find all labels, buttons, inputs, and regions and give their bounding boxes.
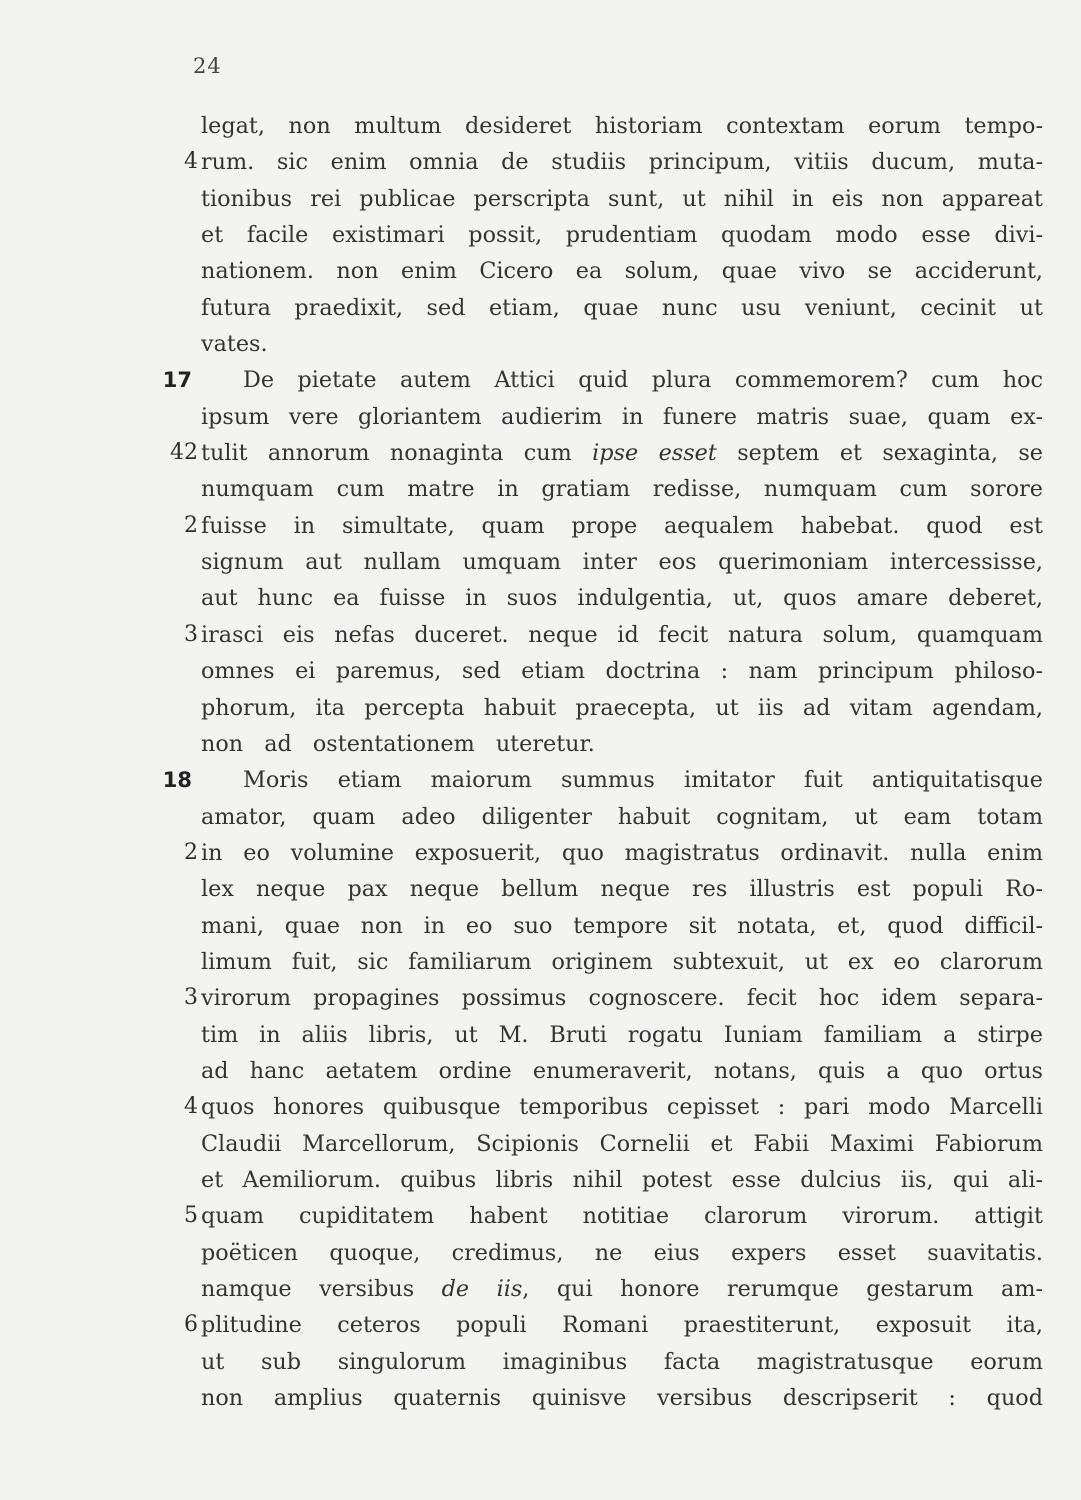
section-number: 4 — [184, 149, 198, 175]
line-text: tionibus rei publicae perscripta sunt, ut nihil in eis non appareat — [201, 185, 1043, 212]
line-text: ipsum vere gloriantem audierim in funere matris suae, quam ex- — [201, 403, 1043, 430]
line-text: tim in aliis libris, ut M. Bruti rogatu Iuniam familiam a stirpe — [201, 1021, 1043, 1048]
line-text: futura praedixit, sed etiam, quae nunc usu veniunt, cecinit ut — [201, 294, 1043, 321]
text-line — [0, 908, 1081, 944]
line-text: ut sub singulorum imaginibus facta magistratusque eorum — [201, 1348, 1043, 1375]
line-text: virorum propagines possimus cognoscere. fecit hoc idem separa- — [201, 985, 1043, 1012]
text-line — [0, 544, 1081, 580]
text-line — [0, 980, 1081, 1016]
text-line — [0, 835, 1081, 871]
line-text: omnes ei paremus, sed etiam doctrina : nam principum philoso- — [201, 658, 1043, 685]
text-line — [0, 580, 1081, 616]
text-line — [0, 762, 1081, 798]
text-line — [0, 1271, 1081, 1307]
text-line — [0, 1344, 1081, 1380]
text-line — [0, 399, 1081, 435]
text-line — [0, 1017, 1081, 1053]
line-text: amator, quam adeo diligenter habuit cognitam, ut eam totam — [201, 803, 1043, 830]
line-text-part: namque versibus — [201, 1276, 442, 1302]
italic-text: ipse esset — [592, 440, 717, 467]
text-line — [0, 290, 1081, 326]
line-text: et Aemiliorum. quibus libris nihil potest esse dulcius iis, qui ali- — [201, 1166, 1043, 1193]
text-line — [0, 144, 1081, 180]
latin-text-block — [0, 108, 1081, 1416]
text-line — [0, 1126, 1081, 1162]
line-text: numquam cum matre in gratiam redisse, numquam cum sorore — [201, 476, 1043, 503]
section-number: 42 — [170, 440, 198, 466]
section-number: 2 — [184, 839, 198, 865]
line-text: legat, non multum desideret historiam contextam eorum tempo- — [201, 113, 1043, 139]
line-text: Claudii Marcellorum, Scipionis Cornelii et Fabii Maximi Fabiorum — [201, 1130, 1043, 1157]
chapter-number: 18 — [162, 768, 192, 793]
line-text: nationem. non enim Cicero ea solum, quae vivo se acciderunt, — [201, 258, 1043, 285]
text-line — [0, 253, 1081, 289]
section-number: 4 — [184, 1094, 198, 1120]
line-text: quos honores quibusque temporibus cepisset : pari modo Marcelli — [201, 1094, 1043, 1121]
line-text: in eo volumine exposuerit, quo magistratus ordinavit. nulla enim — [201, 839, 1043, 866]
text-line — [0, 471, 1081, 507]
text-line — [0, 1089, 1081, 1125]
section-number: 3 — [184, 985, 198, 1011]
line-text: limum fuit, sic familiarum originem subtexuit, ut ex eo clarorum — [201, 948, 1043, 975]
text-line — [0, 617, 1081, 653]
text-line — [0, 217, 1081, 253]
line-text: mani, quae non in eo suo tempore sit notata, et, quod difficil- — [201, 912, 1043, 939]
line-text: plitudine ceteros populi Romani praestiterunt, exposuit ita, — [201, 1312, 1043, 1339]
section-number: 5 — [184, 1203, 198, 1229]
text-line — [0, 1307, 1081, 1343]
line-text: quam cupiditatem habent notitiae clarorum virorum. attigit — [201, 1203, 1043, 1230]
text-line — [0, 871, 1081, 907]
text-line — [0, 690, 1081, 726]
line-text-part: septem et sexaginta, se — [716, 440, 1043, 467]
line-text: non amplius quaternis quinisve versibus descripserit : quod — [201, 1385, 1043, 1412]
line-text: phorum, ita percepta habuit praecepta, ut iis ad vitam agendam, — [201, 694, 1043, 721]
line-text: poëticen quoque, credimus, ne eius expers esset suavitatis. — [201, 1239, 1043, 1266]
text-line — [0, 726, 1081, 762]
line-text: non ad ostentationem uteretur. — [201, 730, 595, 757]
line-text: Moris etiam maiorum summus imitator fuit antiquitatisque — [243, 767, 1043, 794]
text-line — [0, 1235, 1081, 1271]
text-line — [0, 1198, 1081, 1234]
line-text-part: , qui honore rerumque gestarum am- — [522, 1276, 1044, 1302]
text-line — [0, 508, 1081, 544]
text-line — [0, 1053, 1081, 1089]
line-text: lex neque pax neque bellum neque res illustris est populi Ro- — [201, 876, 1043, 903]
line-text: aut hunc ea fuisse in suos indulgentia, ut, quos amare deberet, — [201, 585, 1043, 612]
text-line — [0, 1380, 1081, 1416]
text-line — [0, 944, 1081, 980]
line-text — [201, 435, 1043, 471]
line-text: vates. — [201, 331, 268, 358]
section-number: 3 — [184, 621, 198, 647]
section-number: 2 — [184, 512, 198, 538]
text-line — [0, 108, 1081, 144]
chapter-number: 17 — [162, 368, 192, 393]
section-number: 6 — [184, 1312, 198, 1338]
italic-text: de iis — [441, 1276, 523, 1302]
text-line — [0, 326, 1081, 362]
text-line — [0, 1162, 1081, 1198]
line-text: ad hanc aetatem ordine enumeraverit, notans, quis a quo ortus — [201, 1057, 1043, 1084]
line-text: irasci eis nefas duceret. neque id fecit natura solum, quamquam — [201, 621, 1043, 648]
text-line — [0, 362, 1081, 398]
line-text: De pietate autem Attici quid plura commemorem? cum hoc — [243, 367, 1043, 394]
text-line — [0, 653, 1081, 689]
line-text: fuisse in simultate, quam prope aequalem habebat. quod est — [201, 512, 1043, 539]
line-text: et facile existimari possit, prudentiam quodam modo esse divi- — [201, 222, 1043, 249]
text-line — [0, 799, 1081, 835]
page-number: 24 — [193, 54, 222, 78]
line-text-part: tulit annorum nonaginta cum — [201, 440, 593, 467]
line-text — [201, 1271, 1043, 1307]
line-text: rum. sic enim omnia de studiis principum, vitiis ducum, muta- — [201, 149, 1043, 176]
line-text: signum aut nullam umquam inter eos querimoniam intercessisse, — [201, 549, 1043, 576]
text-line — [0, 435, 1081, 471]
text-line — [0, 181, 1081, 217]
